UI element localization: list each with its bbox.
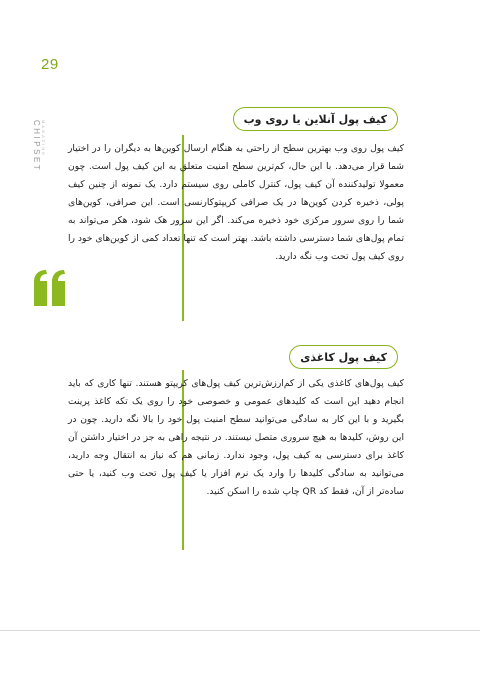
section-paragraph: کیف پول‌های کاغذی یکی از کم‌ارزش‌ترین کیف پول‌های کریپتو هستند. تنها کاری که باید انجام دهید این است که کلیدهای عمومی و خصوصی خود را روی یک تکه کاغذ پرینت بگیرید و با این کار به سادگی می‌توانید سطح امنیت پول خود را بالا نگه دارید. چون در این روش، کلیدها به هیچ سروری متصل نیستند. در نتیجه راهی به جز در اختیار داشتن آن کاغذ برای دسترسی به کیف پول، وجود ندارد. زمانی هم که نیاز به انتقال وجه دارید، می‌توانید به سادگی کلیدها را وارد یک نرم افزار یا کیف پول تحت وب کنید، یا حتی ساده‌تر از آن، فقط کد QR چاپ شده را اسکن کنید. [68, 378, 404, 497]
footer-divider [0, 630, 480, 631]
page-number: 29 [41, 56, 59, 73]
magazine-name: CHIPSET [32, 120, 41, 173]
section-heading: کیف پول کاغذی [289, 345, 398, 369]
magazine-label: MAGAZINE [41, 120, 46, 157]
magazine-logo [32, 120, 45, 172]
section-heading: کیف پول آنلاین یا روی وب [233, 107, 398, 131]
quote-mark-icon [30, 268, 70, 308]
section-paragraph: کیف پول روی وب بهترین سطح از راحتی به هنگام ارسال کوین‌ها به دیگران را در اختیار شما قرار می‌دهد. با این حال، کم‌ترین سطح امنیت متعلق به این کیف پول است. چون معمولا تولیدکننده آن کیف پول، کنترل کاملی روی سیستم دارد. یک نمونه از چنین کیف پولی، ذخیره کردن کوین‌ها در یک صرافی کریپتوکارنسی است. این صرافی، کوین‌های شما را روی سرور مرکزی خود ذخیره می‌کند. اگر این سرور هک شود، هکر می‌تواند به تمام پول‌های شما دسترسی داشته باشد. بهتر است که تنها تعداد کمی از کوین‌های خود را روی کیف پول تحت وب نگه دارید. [68, 143, 404, 262]
